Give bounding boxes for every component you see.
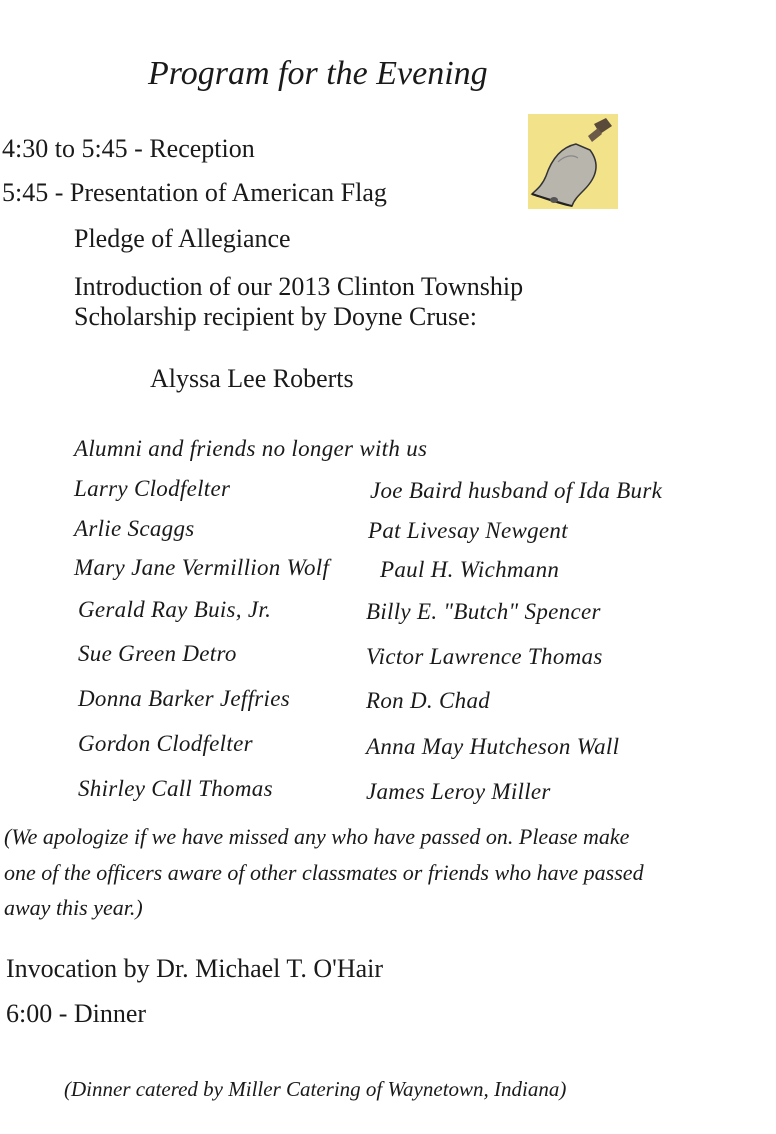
schedule-intro-line2: Scholarship recipient by Doyne Cruse:	[74, 302, 477, 331]
schedule-flag: 5:45 - Presentation of American Flag	[2, 178, 387, 207]
memorial-right-name: Billy E. "Butch" Spencer	[366, 599, 601, 624]
memorial-right-name: Anna May Hutcheson Wall	[366, 734, 620, 759]
memorial-left-name: Mary Jane Vermillion Wolf	[74, 555, 330, 580]
apology-line2: one of the officers aware of other classmates or friends who have passed	[4, 860, 644, 885]
page-title: Program for the Evening	[148, 55, 488, 92]
dinner-time: 6:00 - Dinner	[6, 999, 147, 1028]
memorial-left-name: Larry Clodfelter	[74, 476, 231, 501]
memorial-left-name: Shirley Call Thomas	[78, 776, 273, 801]
schedule-reception: 4:30 to 5:45 - Reception	[2, 134, 255, 163]
apology-line3: away this year.)	[4, 895, 143, 920]
memorial-right-name: Paul H. Wichmann	[380, 557, 560, 582]
memorial-left-name: Gerald Ray Buis, Jr.	[78, 597, 272, 622]
memorial-left-name: Sue Green Detro	[78, 641, 237, 666]
scholarship-recipient: Alyssa Lee Roberts	[150, 364, 354, 393]
apology-line1: (We apologize if we have missed any who have passed on. Please make	[4, 824, 630, 849]
memorial-right-name: James Leroy Miller	[366, 779, 551, 804]
memorial-left-name: Gordon Clodfelter	[78, 731, 253, 756]
memorial-right-name: Ron D. Chad	[366, 688, 491, 713]
bell-icon	[528, 114, 618, 209]
memorial-right-name: Joe Baird husband of Ida Burk	[370, 478, 663, 503]
memorial-heading: Alumni and friends no longer with us	[74, 436, 428, 461]
catering-note: (Dinner catered by Miller Catering of Waynetown, Indiana)	[64, 1077, 567, 1101]
schedule-intro-line1: Introduction of our 2013 Clinton Township	[74, 272, 524, 301]
memorial-right-name: Victor Lawrence Thomas	[366, 644, 603, 669]
memorial-left-name: Donna Barker Jeffries	[78, 686, 290, 711]
invocation: Invocation by Dr. Michael T. O'Hair	[6, 954, 384, 983]
memorial-left-name: Arlie Scaggs	[74, 516, 195, 541]
schedule-pledge: Pledge of Allegiance	[74, 224, 291, 253]
memorial-right-name: Pat Livesay Newgent	[368, 518, 568, 543]
